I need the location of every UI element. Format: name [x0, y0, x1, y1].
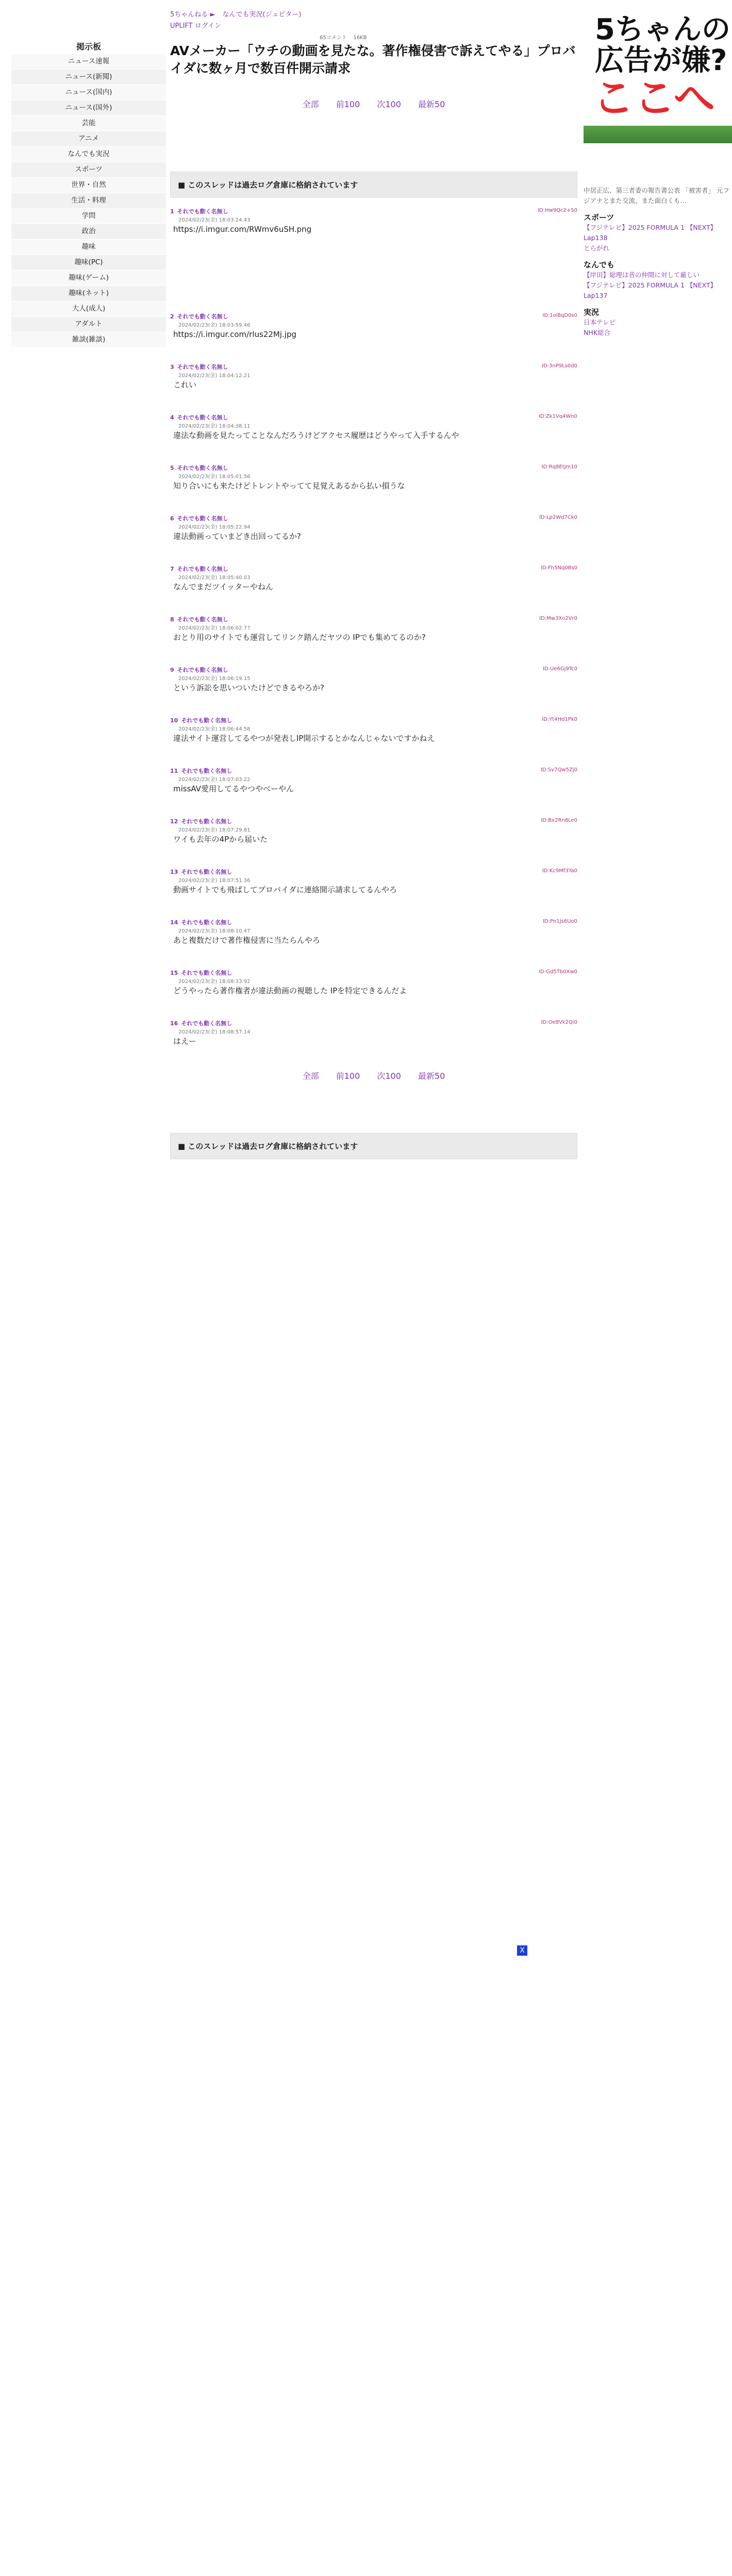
post-id-block	[541, 817, 577, 824]
post-id-block	[539, 969, 577, 976]
post-date: 2024/02/23(金) 18:06:02.77	[178, 625, 251, 631]
post-header	[170, 413, 577, 421]
ad-line-2: 広告が嫌?	[595, 44, 727, 77]
sidebar-item[interactable]: 雑談(雑談)	[11, 332, 166, 348]
post	[170, 514, 577, 542]
post-number[interactable]: 1	[170, 208, 174, 215]
right-section-link[interactable]: 日本テレビ	[584, 318, 616, 326]
post-header	[170, 817, 577, 825]
pager-prev[interactable]: 前100	[336, 1071, 360, 1081]
sidebar-item[interactable]: 趣味(PC)	[11, 255, 166, 270]
post	[170, 918, 577, 946]
main-content	[170, 31, 577, 1159]
post-body: https://i.imgur.com/RWmv6uSH.png	[173, 225, 312, 234]
post-date: 2024/02/23(金) 18:07:29.81	[178, 827, 251, 833]
sidebar-item[interactable]: ニュース(国外)	[11, 100, 166, 116]
post-id-block	[541, 1019, 577, 1026]
post-author: それでも動く名無し	[177, 313, 228, 320]
right-section-link[interactable]: 【岸田】総理は昔の仲間に対して厳しい	[584, 271, 700, 279]
post-header	[170, 514, 577, 522]
post-number[interactable]: 10	[170, 717, 178, 724]
thread-size: 16KB	[353, 35, 367, 41]
comment-count: 65コメント	[320, 35, 347, 41]
post-author: それでも動く名無し	[181, 768, 232, 774]
post-header	[170, 767, 577, 775]
post-author: それでも動く名無し	[181, 869, 232, 875]
post-body: これい	[173, 380, 197, 389]
post-id[interactable]: ID:Oe8Vk2Qi0	[541, 1020, 577, 1025]
post-date: 2024/02/23(金) 18:08:10.47	[178, 928, 251, 934]
post-header	[170, 1019, 577, 1027]
post-date: 2024/02/23(金) 18:06:19.15	[178, 676, 251, 682]
post-number[interactable]: 8	[170, 616, 174, 623]
post-id[interactable]: ID:1ol8qD0s0	[542, 313, 577, 318]
post-body: https://i.imgur.com/rlus22Mj.jpg	[173, 330, 296, 339]
post-header	[170, 918, 577, 926]
post-header	[170, 716, 577, 724]
pager-next[interactable]: 次100	[377, 1071, 401, 1081]
post-author: それでも動く名無し	[177, 515, 228, 522]
sidebar-item[interactable]: スポーツ	[11, 162, 166, 178]
post-id-block	[542, 716, 577, 723]
post	[170, 666, 577, 693]
post-id[interactable]: ID:Kc9Mf3Ya0	[542, 868, 577, 874]
post-body: 違法な動画を見たってことなんだろうけどアクセス履歴はどうやって入手するんや	[173, 431, 459, 440]
sidebar-item[interactable]: 大人(成人)	[11, 301, 166, 317]
post	[170, 817, 577, 845]
post-id[interactable]: ID:Zk1Vq4Wn0	[538, 414, 577, 419]
pager-latest[interactable]: 最新50	[418, 1071, 445, 1081]
post-date: 2024/02/23(金) 18:08:57.14	[178, 1029, 251, 1035]
post-number[interactable]: 11	[170, 768, 178, 774]
top-navigation	[170, 9, 306, 32]
post-author: それでも動く名無し	[177, 667, 228, 673]
post-id-block	[543, 918, 577, 925]
post-number[interactable]: 3	[170, 364, 174, 370]
post-author: それでも動く名無し	[181, 717, 232, 724]
post-id[interactable]: ID:Pn1Js6Uo0	[543, 919, 577, 924]
post-id[interactable]: ID:Hw9Qc2+S0	[538, 208, 577, 213]
post-number[interactable]: 16	[170, 1020, 178, 1027]
post-date: 2024/02/23(金) 18:08:33.92	[178, 979, 251, 985]
post-id-block	[541, 565, 577, 572]
right-section-header: 実況	[584, 308, 600, 317]
post-body: という訴訟を思いついたけどできるやろか?	[173, 683, 324, 692]
post-number[interactable]: 15	[170, 970, 178, 976]
pager-all[interactable]: 全部	[302, 99, 319, 109]
post-date: 2024/02/23(金) 18:07:51.36	[178, 878, 251, 884]
post-list	[170, 207, 577, 1047]
sidebar-item[interactable]: アダルト	[11, 317, 166, 332]
post-id[interactable]: ID:Ue6Gj9Tc0	[542, 666, 577, 672]
post-author: それでも動く名無し	[177, 566, 228, 572]
post-number[interactable]: 2	[170, 313, 174, 320]
post-date: 2024/02/23(金) 18:07:03.22	[178, 777, 251, 783]
post-id[interactable]: ID:Bx2Rn8Le0	[541, 818, 577, 823]
sidebar-item[interactable]: 趣味(ネット)	[11, 286, 166, 301]
post-number[interactable]: 14	[170, 919, 178, 926]
sidebar-item[interactable]: 生活・料理	[11, 193, 166, 209]
pager-bottom	[170, 1070, 577, 1081]
post-body: あと複数だけで著作権侵害に当たらんやろ	[173, 936, 321, 945]
post-id-block	[542, 868, 577, 875]
sidebar-item[interactable]: 趣味	[11, 240, 166, 255]
sidebar-item[interactable]: アニメ	[11, 131, 166, 147]
post-header	[170, 969, 577, 977]
post-id[interactable]: ID:Yt4Hd1Pk0	[542, 717, 577, 722]
post-id[interactable]: ID:Lp2Wd7Ck0	[539, 515, 577, 520]
post-number[interactable]: 9	[170, 667, 174, 673]
sidebar-item[interactable]: なんでも実況	[11, 147, 166, 162]
sidebar-item[interactable]: 世界・自然	[11, 178, 166, 193]
post-date: 2024/02/23(金) 18:03:59.46	[178, 323, 251, 328]
sidebar-item[interactable]: 趣味(ゲーム)	[11, 270, 166, 286]
ad-grass-image	[584, 126, 732, 143]
ad-line-3: ここへ	[593, 74, 715, 122]
post	[170, 565, 577, 592]
post-body: おとり用のサイトでも運営してリンク踏んだヤツの IPでも集めてるのか?	[173, 633, 426, 642]
post	[170, 464, 577, 492]
post	[170, 767, 577, 794]
pager-all[interactable]: 全部	[302, 1071, 319, 1081]
post-author: それでも動く名無し	[181, 818, 232, 825]
post-number[interactable]: 12	[170, 818, 178, 825]
post-id[interactable]: ID:3nP9Ls0d0	[542, 363, 577, 369]
post-header	[170, 464, 577, 472]
post	[170, 716, 577, 744]
post-body: 違法動画っていまどき出回ってるか?	[173, 532, 301, 541]
post-id-block	[538, 207, 577, 214]
right-column	[584, 185, 732, 338]
pager-latest[interactable]: 最新50	[418, 99, 445, 109]
post-date: 2024/02/23(金) 18:03:24.43	[178, 217, 251, 223]
right-section-link[interactable]: NHK総合	[584, 329, 610, 336]
post-date: 2024/02/23(金) 18:06:44.58	[178, 726, 251, 732]
right-section-link[interactable]: 【フジテレビ】2025 FORMULA 1 【NEXT】Lap137	[584, 281, 717, 299]
post-id[interactable]: ID:Fh5Nq0Bs0	[540, 565, 577, 571]
post-author: それでも動く名無し	[177, 414, 228, 421]
login-link[interactable]: UPLIFT ログイン	[170, 22, 222, 30]
post-id-block	[542, 312, 577, 319]
ad-line-1: 5ちゃんの	[595, 14, 730, 46]
sidebar-item[interactable]: ニュース(新聞)	[11, 70, 166, 85]
post-id[interactable]: ID:Rq8EtJm10	[541, 464, 577, 470]
post-header	[170, 615, 577, 623]
thread-title: AVメーカー「ウチの動画を見たな。著作権侵害で訴えてやる」プロバイダに数ヶ月で数百件開示請求	[170, 43, 576, 76]
post-id-block	[543, 666, 577, 673]
pager-next[interactable]: 次100	[377, 99, 401, 109]
sidebar-item[interactable]: 政治	[11, 224, 166, 240]
post	[170, 969, 577, 996]
archive-notice: ■ このスレッドは過去ログ倉庫に格納されています	[170, 172, 577, 198]
sidebar-item[interactable]: ニュース(国内)	[11, 85, 166, 100]
post-body: はえー	[173, 1037, 197, 1046]
post-header	[170, 666, 577, 674]
post-id-block	[542, 464, 577, 471]
post-header	[170, 207, 577, 215]
post	[170, 413, 577, 441]
post-date: 2024/02/23(金) 18:05:40.03	[178, 575, 251, 581]
sidebar-item[interactable]: 学問	[11, 209, 166, 224]
post-id[interactable]: ID:Gd5Tb0Xw0	[539, 969, 577, 975]
post-body: 動画サイトでも飛ばしてプロバイダに連絡開示請求してるんやろ	[173, 885, 397, 894]
post-author: それでも動く名無し	[181, 1020, 232, 1027]
post-header	[170, 312, 577, 320]
post-body: 違法サイト運営してるやつが発表しIP開示するとかなんじゃないですかねえ	[173, 734, 435, 743]
post-body: どうやったら著作権者が違法動画の視聴した IPを特定できるんだよ	[173, 986, 407, 995]
post-id-block	[539, 615, 577, 622]
post-author: それでも動く名無し	[177, 208, 228, 215]
post-body: なんでまだツイッターやねん	[173, 582, 273, 591]
post-number[interactable]: 7	[170, 566, 174, 572]
post-id[interactable]: ID:Mw3Xo2Vr0	[539, 616, 577, 621]
sidebar-item[interactable]: ニュース速報	[11, 54, 166, 70]
post	[170, 207, 577, 235]
post	[170, 1019, 577, 1047]
post-body: missAV愛用してるやつやべーやん	[173, 784, 294, 793]
post-body: ワイも去年の4Pから届いた	[173, 835, 268, 844]
post-author: それでも動く名無し	[181, 970, 232, 976]
post-id[interactable]: ID:Sv7Qw5Zj0	[540, 767, 577, 773]
post-date: 2024/02/23(金) 18:04:12.21	[178, 373, 251, 379]
post-header	[170, 868, 577, 876]
post-date: 2024/02/23(金) 18:05:01.56	[178, 474, 251, 480]
board-link[interactable]: 5ちゃんねる ►	[170, 11, 215, 19]
right-section-header: スポーツ	[584, 213, 614, 222]
post-author: それでも動く名無し	[181, 919, 232, 926]
post-id-block	[542, 363, 577, 370]
post-header	[170, 565, 577, 573]
post-body: 知り合いにも来たけどトレントやってて見覚えあるから払い損うな	[173, 481, 405, 490]
news-text: 中居正広、第三者委の報告書公表 「被害者」 元フジアナとまた交流、また面白くも…	[584, 187, 729, 205]
post-id-block	[539, 413, 577, 420]
sidebar-header: 掲示板	[76, 42, 101, 52]
post-date: 2024/02/23(金) 18:05:22.94	[178, 524, 251, 530]
post	[170, 363, 577, 391]
pager-prev[interactable]: 前100	[336, 99, 360, 109]
post-number[interactable]: 13	[170, 869, 178, 875]
right-section-link[interactable]: とらがれ	[584, 244, 610, 252]
post	[170, 868, 577, 895]
post-number[interactable]: 6	[170, 515, 174, 522]
board-link[interactable]: なんでも実況(ジュピター)	[222, 11, 302, 19]
post	[170, 615, 577, 643]
post-author: それでも動く名無し	[177, 616, 228, 623]
archive-notice-bottom: ■ このスレッドは過去ログ倉庫に格納されています	[170, 1133, 577, 1159]
sidebar	[11, 38, 166, 348]
post-id-block	[539, 514, 577, 521]
sidebar-item[interactable]: 芸能	[11, 116, 166, 131]
post-author: それでも動く名無し	[177, 364, 228, 370]
close-ad-icon[interactable]: X	[517, 1945, 527, 1956]
post-author: それでも動く名無し	[177, 465, 228, 471]
pager-top	[170, 98, 577, 110]
post-number[interactable]: 4	[170, 414, 174, 421]
post-number[interactable]: 5	[170, 465, 174, 471]
post-id-block	[541, 767, 577, 774]
right-section-header: なんでも	[584, 260, 615, 269]
post-date: 2024/02/23(金) 18:04:38.11	[178, 423, 251, 429]
right-section-link[interactable]: 【フジテレビ】2025 FORMULA 1 【NEXT】Lap138	[584, 224, 717, 242]
post-header	[170, 363, 577, 371]
ad-banner[interactable]	[584, 14, 732, 143]
post	[170, 312, 577, 340]
